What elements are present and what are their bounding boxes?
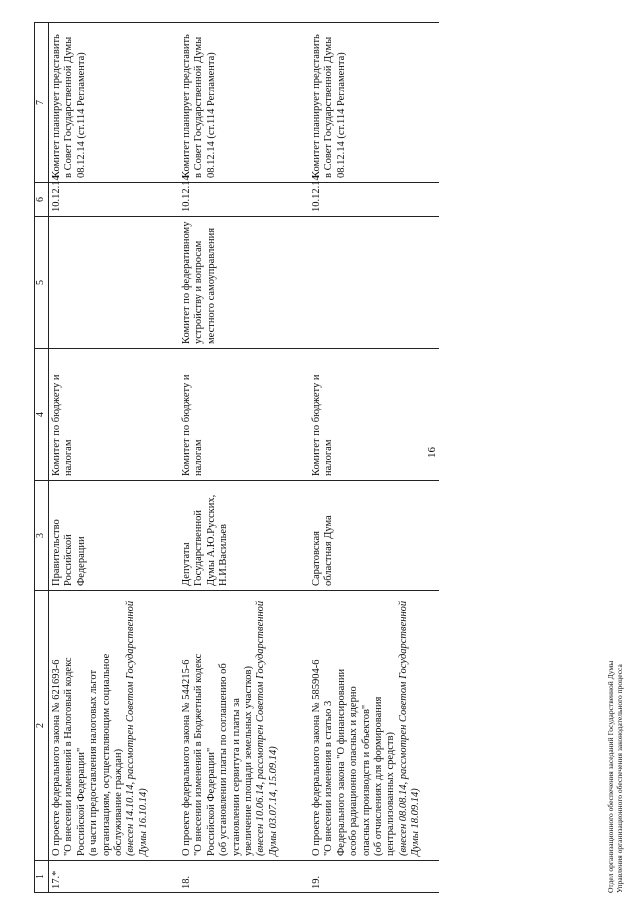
- bills-table: [34, 22, 439, 893]
- bill-note: (внесен 08.08.14, рассмотрен Советом Государственной Думы 18.09.14): [397, 600, 421, 856]
- column-number: 4: [35, 349, 49, 481]
- footer-line: Отдел организационного обеспечения заседаний Государственной Думы: [606, 660, 615, 893]
- bill-line: установлении сервитута и платы за: [230, 698, 242, 856]
- remark-cell: Комитет планирует представить в Совет Государственной Думы 08.12.14 (ст.114 Регламента): [49, 23, 180, 183]
- bill-line: (об установлении платы по соглашению об: [218, 663, 230, 856]
- row-number: 17.*: [49, 861, 180, 893]
- row-number: 18.: [179, 861, 309, 893]
- bill-author: Саратовская областная Дума: [309, 481, 439, 591]
- remark-cell: Комитет планирует представить в Совет Государственной Думы 08.12.14 (ст.114 Регламента): [309, 23, 439, 183]
- bill-line: особо радиационно опасных и ядерно: [348, 686, 360, 856]
- column-number: 2: [35, 591, 49, 861]
- remark-cell: Комитет планирует представить в Совет Государственной Думы 08.12.14 (ст.114 Регламента): [179, 23, 309, 183]
- bill-title: О проекте федерального закона № 585904-6: [311, 659, 322, 856]
- date-cell: 10.12.14: [49, 183, 180, 217]
- column-number: 5: [35, 217, 49, 349]
- table-row: [309, 23, 439, 893]
- bill-description: [49, 591, 180, 861]
- footer-line: Управления организационного обеспечения законодательного процесса: [615, 664, 624, 893]
- bill-line: Федерального закона "О финансировании: [335, 668, 347, 856]
- bill-author: Депутаты Государственной Думы А.Ю.Русских, Н.И.Васильев: [179, 481, 309, 591]
- bill-line: Российской Федерации": [205, 747, 217, 856]
- table-row: [49, 23, 180, 893]
- co-committee: Комитет по федеративному устройству и вопросам местного самоуправления: [179, 217, 309, 349]
- page-number: 16: [426, 447, 438, 458]
- column-number: 3: [35, 481, 49, 591]
- date-cell: 10.12.14: [309, 183, 439, 217]
- bill-line: "О внесении изменений в Бюджетный кодекс: [193, 653, 205, 856]
- row-number: 19.: [309, 861, 439, 893]
- column-number: 7: [35, 23, 49, 183]
- column-number-row: [35, 23, 49, 893]
- bill-line: опасных производств и объектов": [360, 704, 372, 856]
- bill-title: О проекте федерального закона № 621693-6: [51, 659, 62, 856]
- bill-description: [309, 591, 439, 861]
- column-number: 6: [35, 183, 49, 217]
- responsible-committee: Комитет по бюджету и налогам: [179, 349, 309, 481]
- bill-line: "О внесении изменения в статью 3: [323, 700, 335, 856]
- co-committee: [309, 217, 439, 349]
- bill-line: организациям, осуществляющим социальное: [100, 653, 112, 856]
- date-cell: 10.12.14: [179, 183, 309, 217]
- column-number: 1: [35, 861, 49, 893]
- footer: [606, 661, 624, 893]
- bill-line: (об отчислениях для формирования: [372, 696, 384, 856]
- bill-description: [179, 591, 309, 861]
- bill-line: централизованных средств): [385, 732, 397, 856]
- bill-line: обслуживание граждан): [112, 748, 124, 856]
- bill-title: О проекте федерального закона № 544215-6: [181, 659, 192, 856]
- bill-line: (в части предоставления налоговых льгот: [88, 669, 100, 856]
- bill-line: Российской Федерации": [75, 747, 87, 856]
- bill-line: "О внесении изменений в Налоговый кодекс: [63, 657, 75, 856]
- bill-line: увеличение площади земельных участков): [242, 666, 254, 856]
- table-row: [179, 23, 309, 893]
- co-committee: [49, 217, 180, 349]
- responsible-committee: Комитет по бюджету и налогам: [49, 349, 180, 481]
- bill-note: (внесен 10.06.14, рассмотрен Советом Государственной Думы 03.07.14, 15.09.14): [255, 600, 279, 856]
- bill-note: (внесен 14.10.14, рассмотрен Советом Государственной Думы 16.10.14): [125, 600, 149, 856]
- bill-author: Правительство Российской Федерации: [49, 481, 180, 591]
- responsible-committee: Комитет по бюджету и налогам: [309, 349, 439, 481]
